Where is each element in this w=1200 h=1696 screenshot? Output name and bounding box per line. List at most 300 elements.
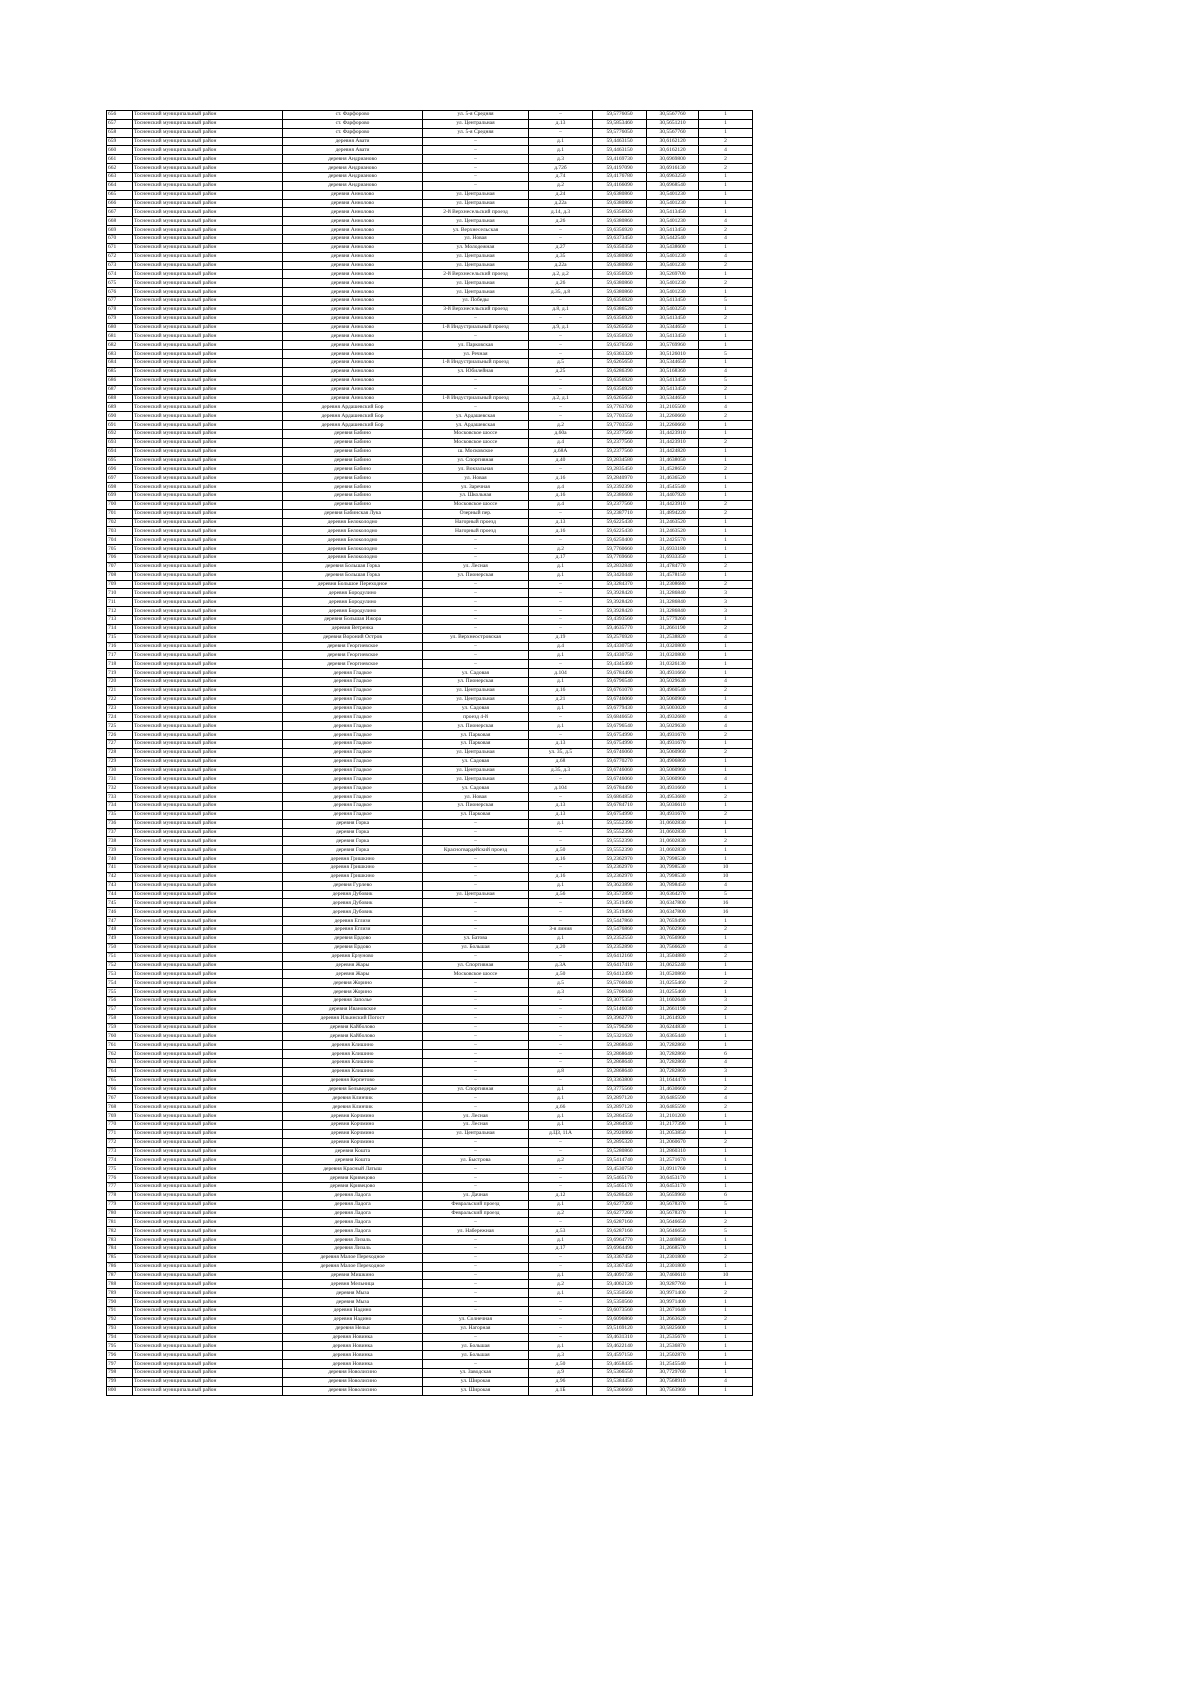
district-cell: Тосненский муниципальный район	[133, 713, 283, 722]
settlement-cell: деревня Надино	[283, 1307, 423, 1316]
district-cell: Тосненский муниципальный район	[133, 1298, 283, 1307]
row-number: 745	[107, 899, 133, 908]
count-cell: 1	[699, 819, 753, 828]
district-cell: Тосненский муниципальный район	[133, 633, 283, 642]
latitude-cell: 59,4330750	[593, 651, 647, 660]
street-cell: –	[423, 1307, 529, 1316]
table-row	[107, 952, 753, 961]
street-cell: –	[423, 1067, 529, 1076]
longitude-cell: 31,4407920	[647, 491, 699, 500]
longitude-cell: 30,5401230	[647, 279, 699, 288]
latitude-cell: 59,6350350	[593, 243, 647, 252]
house-cell: д.9	[529, 1369, 593, 1378]
latitude-cell: 59,6380860	[593, 252, 647, 261]
count-cell: 2	[699, 1103, 753, 1112]
house-cell: д.1	[529, 562, 593, 571]
latitude-cell: 59,6761070	[593, 686, 647, 695]
latitude-cell: 59,6356920	[593, 376, 647, 385]
house-cell: –	[529, 660, 593, 669]
district-cell: Тосненский муниципальный район	[133, 155, 283, 164]
count-cell: 1	[699, 119, 753, 128]
row-number: 659	[107, 137, 133, 146]
row-number: 749	[107, 934, 133, 943]
count-cell: 1	[699, 421, 753, 430]
house-cell: –	[529, 952, 593, 961]
street-cell: Февральский проезд	[423, 1200, 529, 1209]
row-number: 786	[107, 1262, 133, 1271]
longitude-cell: 31,2469850	[647, 1236, 699, 1245]
table-row	[107, 855, 753, 864]
row-number: 783	[107, 1236, 133, 1245]
street-cell: –	[423, 926, 529, 935]
settlement-cell: деревня Бабино	[283, 438, 423, 447]
district-cell: Тосненский муниципальный район	[133, 642, 283, 651]
longitude-cell: 30,7282860	[647, 1041, 699, 1050]
count-cell: 2	[699, 562, 753, 571]
longitude-cell: 30,6162120	[647, 146, 699, 155]
settlement-cell: деревня Горка	[283, 819, 423, 828]
district-cell: Тосненский муниципальный район	[133, 394, 283, 403]
table-row	[107, 137, 753, 146]
table-row	[107, 323, 753, 332]
count-cell: 1	[699, 1298, 753, 1307]
table-row	[107, 1112, 753, 1121]
settlement-cell: деревня Кайболово	[283, 1032, 423, 1041]
row-number: 658	[107, 128, 133, 137]
settlement-cell: деревня Аннолово	[283, 332, 423, 341]
longitude-cell: 30,5401230	[647, 199, 699, 208]
latitude-cell: 59,5146030	[593, 1005, 647, 1014]
street-cell: –	[423, 837, 529, 846]
count-cell: 1	[699, 1262, 753, 1271]
district-cell: Тосненский муниципальный район	[133, 1307, 283, 1316]
row-number: 731	[107, 775, 133, 784]
district-cell: Тосненский муниципальный район	[133, 1032, 283, 1041]
longitude-cell: 30,5403250	[647, 305, 699, 314]
street-cell: –	[423, 1023, 529, 1032]
settlement-cell: деревня Еглизи	[283, 917, 423, 926]
settlement-cell: деревня Аннолово	[283, 279, 423, 288]
street-cell: –	[423, 624, 529, 633]
house-cell: д.50	[529, 846, 593, 855]
district-cell: Тосненский муниципальный район	[133, 899, 283, 908]
count-cell: 1	[699, 270, 753, 279]
table-row	[107, 615, 753, 624]
street-cell: ул. Заречная	[423, 483, 529, 492]
longitude-cell: 31,2260660	[647, 421, 699, 430]
house-cell: –	[529, 1307, 593, 1316]
table-row	[107, 190, 753, 199]
street-cell: –	[423, 553, 529, 562]
longitude-cell: 30,7282860	[647, 1058, 699, 1067]
settlement-cell: деревня Андрианово	[283, 155, 423, 164]
house-cell: д.56	[529, 890, 593, 899]
count-cell: 2	[699, 385, 753, 394]
latitude-cell: 59,6356920	[593, 314, 647, 323]
settlement-cell: деревня Ердово	[283, 943, 423, 952]
longitude-cell: 31,2671640	[647, 1307, 699, 1316]
latitude-cell: 59,4197090	[593, 164, 647, 173]
street-cell: ул. Лесная	[423, 1112, 529, 1121]
count-cell: 1	[699, 199, 753, 208]
settlement-cell: деревня Ардашевский Бор	[283, 412, 423, 421]
settlement-cell: деревня Аннолово	[283, 199, 423, 208]
longitude-cell: 30,4960540	[647, 686, 699, 695]
street-cell: –	[423, 1058, 529, 1067]
count-cell: 2	[699, 793, 753, 802]
latitude-cell: 59,5465170	[593, 1182, 647, 1191]
house-cell: д.35, д.3	[529, 766, 593, 775]
count-cell: 2	[699, 952, 753, 961]
house-cell: д.17	[529, 553, 593, 562]
longitude-cell: 31,2105500	[647, 403, 699, 412]
street-cell: –	[423, 1050, 529, 1059]
settlement-cell: деревня Гладкое	[283, 748, 423, 757]
count-cell: 1	[699, 1369, 753, 1378]
longitude-cell: 30,7998530	[647, 872, 699, 881]
street-cell: ул. Центральная	[423, 695, 529, 704]
count-cell: 1	[699, 1120, 753, 1129]
row-number: 726	[107, 731, 133, 740]
longitude-cell: 31,4638050	[647, 456, 699, 465]
count-cell: 4	[699, 1377, 753, 1386]
district-cell: Тосненский муниципальный район	[133, 1253, 283, 1262]
house-cell: –	[529, 917, 593, 926]
latitude-cell: 59,6373450	[593, 235, 647, 244]
count-cell: 1	[699, 757, 753, 766]
district-cell: Тосненский муниципальный район	[133, 748, 283, 757]
latitude-cell: 59,6363320	[593, 350, 647, 359]
longitude-cell: 30,6453170	[647, 1182, 699, 1191]
table-row	[107, 740, 753, 749]
settlement-cell: деревня Андрианово	[283, 173, 423, 182]
settlement-cell: деревня Андрианово	[283, 164, 423, 173]
table-row	[107, 1191, 753, 1200]
count-cell: 1	[699, 527, 753, 536]
street-cell: –	[423, 828, 529, 837]
longitude-cell: 31,0625240	[647, 961, 699, 970]
district-cell: Тосненский муниципальный район	[133, 438, 283, 447]
settlement-cell: деревня Керпетово	[283, 1076, 423, 1085]
longitude-cell: 30,5678370	[647, 1209, 699, 1218]
street-cell: ул. Пионерская	[423, 571, 529, 580]
house-cell: д.3	[529, 1351, 593, 1360]
count-cell: 16	[699, 899, 753, 908]
district-cell: Тосненский муниципальный район	[133, 1094, 283, 1103]
street-cell: –	[423, 181, 529, 190]
latitude-cell: 59,3962770	[593, 1014, 647, 1023]
table-row	[107, 1138, 753, 1147]
table-row	[107, 252, 753, 261]
latitude-cell: 59,5796290	[593, 1023, 647, 1032]
table-row	[107, 288, 753, 297]
district-cell: Тосненский муниципальный район	[133, 359, 283, 368]
house-cell: д.1	[529, 722, 593, 731]
count-cell: 1	[699, 784, 753, 793]
street-cell: ул. Школьная	[423, 491, 529, 500]
row-number: 709	[107, 580, 133, 589]
district-cell: Тосненский муниципальный район	[133, 1120, 283, 1129]
count-cell: 1	[699, 1112, 753, 1121]
row-number: 698	[107, 483, 133, 492]
latitude-cell: 59,2834580	[593, 456, 647, 465]
row-number: 662	[107, 164, 133, 173]
latitude-cell: 59,5414740	[593, 1156, 647, 1165]
street-cell: ул. Ардашевская	[423, 412, 529, 421]
house-cell: –	[529, 1005, 593, 1014]
settlement-cell: деревня Аннолово	[283, 376, 423, 385]
settlement-cell: деревня Гладкое	[283, 810, 423, 819]
longitude-cell: 30,5646650	[647, 1227, 699, 1236]
longitude-cell: 30,5413450	[647, 297, 699, 306]
row-number: 737	[107, 828, 133, 837]
latitude-cell: 59,6779430	[593, 704, 647, 713]
table-row	[107, 1209, 753, 1218]
house-cell: д.25	[529, 367, 593, 376]
table-row	[107, 757, 753, 766]
latitude-cell: 59,5384450	[593, 1377, 647, 1386]
house-cell: д.2	[529, 421, 593, 430]
count-cell: 1	[699, 474, 753, 483]
street-cell: ул. Центральная	[423, 288, 529, 297]
district-cell: Тосненский муниципальный район	[133, 802, 283, 811]
latitude-cell: 59,2362970	[593, 855, 647, 864]
settlement-cell: деревня Бабинская Лука	[283, 509, 423, 518]
street-cell: –	[423, 1245, 529, 1254]
longitude-cell: 30,7998530	[647, 864, 699, 873]
district-cell: Тосненский муниципальный район	[133, 766, 283, 775]
longitude-cell: 31,4630660	[647, 1085, 699, 1094]
count-cell: 1	[699, 917, 753, 926]
longitude-cell: 31,2614920	[647, 1014, 699, 1023]
longitude-cell: 31,0911760	[647, 1165, 699, 1174]
latitude-cell: 59,2868640	[593, 1067, 647, 1076]
count-cell: 1	[699, 651, 753, 660]
street-cell: –	[423, 615, 529, 624]
row-number: 725	[107, 722, 133, 731]
count-cell: 4	[699, 775, 753, 784]
house-cell: –	[529, 128, 593, 137]
table-row	[107, 1298, 753, 1307]
longitude-cell: 30,7729760	[647, 1369, 699, 1378]
house-cell: д.1	[529, 934, 593, 943]
settlement-cell: деревня Бабино	[283, 491, 423, 500]
latitude-cell: 59,5350560	[593, 1289, 647, 1298]
table-row	[107, 934, 753, 943]
settlement-cell: деревня Ладога	[283, 1200, 423, 1209]
district-cell: Тосненский муниципальный район	[133, 1236, 283, 1245]
longitude-cell: 30,5344650	[647, 323, 699, 332]
row-number: 704	[107, 536, 133, 545]
latitude-cell: 59,2926960	[593, 1129, 647, 1138]
house-cell: –	[529, 793, 593, 802]
street-cell: ул. Парковская	[423, 341, 529, 350]
street-cell: ул. Лесная	[423, 1120, 529, 1129]
table-row	[107, 155, 753, 164]
latitude-cell: 59,7703550	[593, 412, 647, 421]
longitude-cell: 30,5029630	[647, 678, 699, 687]
district-cell: Тосненский муниципальный район	[133, 376, 283, 385]
settlement-cell: деревня Ладога	[283, 1227, 423, 1236]
district-cell: Тосненский муниципальный район	[133, 252, 283, 261]
house-cell: –	[529, 1182, 593, 1191]
settlement-cell: деревня Гришкино	[283, 872, 423, 881]
district-cell: Тосненский муниципальный район	[133, 243, 283, 252]
row-number: 723	[107, 704, 133, 713]
count-cell: 1	[699, 1280, 753, 1289]
house-cell: д.1	[529, 1289, 593, 1298]
table-row	[107, 881, 753, 890]
street-cell: ул. Центральная	[423, 279, 529, 288]
settlement-cell: деревня Ардашевский Бор	[283, 421, 423, 430]
settlement-cell: деревня Аннолово	[283, 252, 423, 261]
house-cell: д.3А	[529, 961, 593, 970]
street-cell: –	[423, 545, 529, 554]
table-row	[107, 810, 753, 819]
row-number: 730	[107, 766, 133, 775]
latitude-cell: 59,4176780	[593, 173, 647, 182]
street-cell: ул. Широкая	[423, 1386, 529, 1395]
house-cell: ул. 35, д.5	[529, 748, 593, 757]
row-number: 772	[107, 1138, 133, 1147]
settlement-cell: деревня Бородулино	[283, 589, 423, 598]
latitude-cell: 59,3420440	[593, 571, 647, 580]
settlement-cell: деревня Лизаль	[283, 1236, 423, 1245]
district-cell: Тосненский муниципальный район	[133, 828, 283, 837]
count-cell: 1	[699, 1324, 753, 1333]
district-cell: Тосненский муниципальный район	[133, 686, 283, 695]
latitude-cell: 59,6380860	[593, 288, 647, 297]
latitude-cell: 59,4658435	[593, 1360, 647, 1369]
table-row	[107, 500, 753, 509]
count-cell: 2	[699, 438, 753, 447]
street-cell: –	[423, 1014, 529, 1023]
house-cell: д.ЦЗ, 11А	[529, 1129, 593, 1138]
table-row	[107, 1103, 753, 1112]
latitude-cell: 59,4631310	[593, 1333, 647, 1342]
longitude-cell: 30,5168360	[647, 367, 699, 376]
settlement-cell: деревня Георгиевское	[283, 660, 423, 669]
count-cell: 4	[699, 146, 753, 155]
table-row	[107, 988, 753, 997]
street-cell: 1-й Индустриальный проезд	[423, 394, 529, 403]
district-cell: Тосненский муниципальный район	[133, 1076, 283, 1085]
longitude-cell: 31,1644470	[647, 1076, 699, 1085]
longitude-cell: 30,5401230	[647, 190, 699, 199]
settlement-cell: деревня Корчмино	[283, 1120, 423, 1129]
latitude-cell: 59,6380860	[593, 217, 647, 226]
latitude-cell: 59,5366660	[593, 1386, 647, 1395]
longitude-cell: 31,2308680	[647, 580, 699, 589]
district-cell: Тосненский муниципальный район	[133, 1280, 283, 1289]
row-number: 795	[107, 1342, 133, 1351]
row-number: 661	[107, 155, 133, 164]
house-cell: д.1	[529, 651, 593, 660]
district-cell: Тосненский муниципальный район	[133, 1050, 283, 1059]
latitude-cell: 59,5321620	[593, 1032, 647, 1041]
table-row	[107, 1315, 753, 1324]
row-number: 702	[107, 518, 133, 527]
longitude-cell: 31,4528650	[647, 465, 699, 474]
house-cell: д.16	[529, 686, 593, 695]
latitude-cell: 59,4345460	[593, 660, 647, 669]
district-cell: Тосненский муниципальный район	[133, 598, 283, 607]
row-number: 796	[107, 1351, 133, 1360]
district-cell: Тосненский муниципальный район	[133, 731, 283, 740]
district-cell: Тосненский муниципальный район	[133, 881, 283, 890]
settlement-cell: деревня Клинчик	[283, 1094, 423, 1103]
table-row	[107, 217, 753, 226]
street-cell: 2-й Верхнесельский проезд	[423, 208, 529, 217]
longitude-cell: 31,2301800	[647, 1253, 699, 1262]
street-cell: ул. Верхнеостровская	[423, 633, 529, 642]
district-cell: Тосненский муниципальный район	[133, 483, 283, 492]
longitude-cell: 30,7563960	[647, 1386, 699, 1395]
longitude-cell: 31,4894220	[647, 509, 699, 518]
settlement-cell: деревня Белоколодно	[283, 527, 423, 536]
count-cell: 1	[699, 1342, 753, 1351]
count-cell: 6	[699, 1191, 753, 1200]
district-cell: Тосненский муниципальный район	[133, 1023, 283, 1032]
table-row	[107, 1129, 753, 1138]
house-cell: д.16	[529, 491, 593, 500]
count-cell: 2	[699, 1218, 753, 1227]
latitude-cell: 59,5552390	[593, 828, 647, 837]
table-row	[107, 890, 753, 899]
settlement-cell: деревня Бабино	[283, 500, 423, 509]
latitude-cell: 59,6376560	[593, 341, 647, 350]
table-row	[107, 438, 753, 447]
house-cell: д.68А	[529, 447, 593, 456]
house-cell: д.1	[529, 1094, 593, 1103]
row-number: 793	[107, 1324, 133, 1333]
street-cell: –	[423, 403, 529, 412]
latitude-cell: 59,5350560	[593, 1298, 647, 1307]
count-cell: 1	[699, 766, 753, 775]
street-cell: –	[423, 917, 529, 926]
house-cell: д.53	[529, 1227, 593, 1236]
street-cell: –	[423, 996, 529, 1005]
house-cell: д.8, д.1	[529, 305, 593, 314]
district-cell: Тосненский муниципальный район	[133, 917, 283, 926]
settlement-cell: деревня Дубовик	[283, 890, 423, 899]
row-number: 724	[107, 713, 133, 722]
district-cell: Тосненский муниципальный район	[133, 1351, 283, 1360]
longitude-cell: 30,5401230	[647, 252, 699, 261]
latitude-cell: 59,6746060	[593, 766, 647, 775]
count-cell: 1	[699, 1174, 753, 1183]
street-cell: Озерный пер.	[423, 509, 529, 518]
latitude-cell: 59,4463150	[593, 137, 647, 146]
table-row	[107, 545, 753, 554]
latitude-cell: 59,6096860	[593, 1315, 647, 1324]
latitude-cell: 59,5280860	[593, 1147, 647, 1156]
district-cell: Тосненский муниципальный район	[133, 1058, 283, 1067]
count-cell: 1	[699, 1209, 753, 1218]
latitude-cell: 59,3775560	[593, 1085, 647, 1094]
settlement-cell: деревня Аннолово	[283, 350, 423, 359]
row-number: 771	[107, 1129, 133, 1138]
table-row	[107, 571, 753, 580]
document-sheet	[106, 110, 752, 1396]
table-row	[107, 1360, 753, 1369]
street-cell: –	[423, 536, 529, 545]
longitude-cell: 30,5401230	[647, 217, 699, 226]
row-number: 684	[107, 359, 133, 368]
table-row	[107, 598, 753, 607]
house-cell: д.16	[529, 855, 593, 864]
house-cell: д.66	[529, 1103, 593, 1112]
